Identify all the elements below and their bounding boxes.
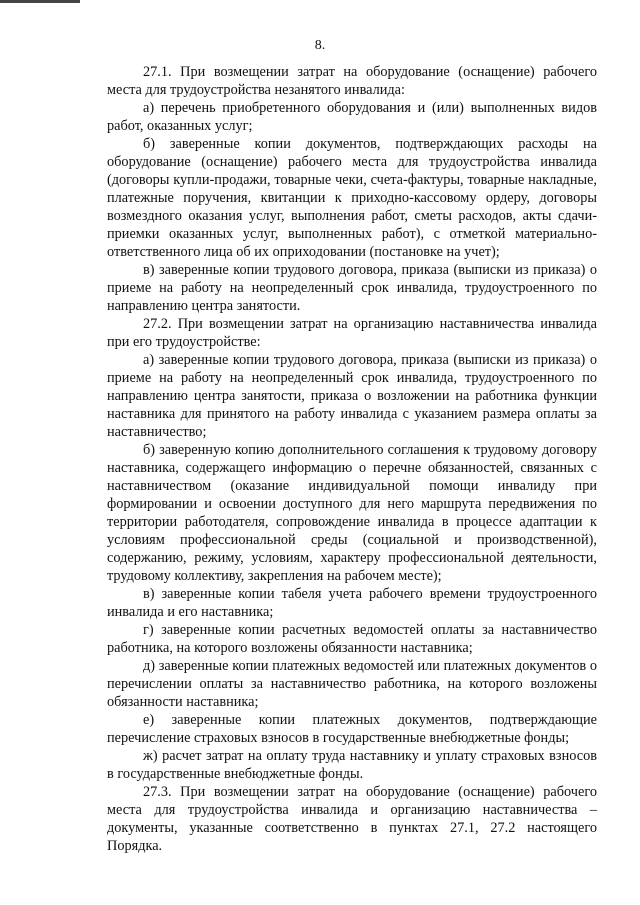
paragraph-27-2-zh: ж) расчет затрат на оплату труда наставнику и уплату страховых взносов в государственные внебюджетные фонды. [107, 748, 597, 782]
document-body [107, 63, 597, 855]
paragraph-27-2: 27.2. При возмещении затрат на организацию наставничества инвалида при его трудоустройстве: [107, 316, 597, 350]
scan-edge-mark [0, 0, 80, 3]
paragraph-27-1-b: б) заверенные копии документов, подтверждающих расходы на оборудование (оснащение) рабочего места для трудоустройства инвалида (договоры купли-продажи, товарные чеки, счета-фактуры, товарные накладные, платежные поручения, квитанции к приходно-кассовому ордеру, договоры возмездного оказания услуг, выполнения работ, сметы расходов, акты сдачи-приемки оказанных услуг, выполненных работ), с отметкой материально-ответственного лица об их оприходовании (постановке на учет); [107, 136, 597, 260]
paragraph-27-1-v: в) заверенные копии трудового договора, приказа (выписки из приказа) о приеме на работу на неопределенный срок инвалида, трудоустроенного по направлению центра занятости. [107, 262, 597, 314]
paragraph-27-1-a: а) перечень приобретенного оборудования и (или) выполненных видов работ, оказанных услуг; [107, 100, 597, 134]
paragraph-27-3: 27.3. При возмещении затрат на оборудование (оснащение) рабочего места для трудоустройства инвалида и организацию наставничества – документы, указанные соответственно в пунктах 27.1, 27.2 настоящего Порядка. [107, 784, 597, 854]
paragraph-27-2-g: г) заверенные копии расчетных ведомостей оплаты за наставничество работника, на которого возложены обязанности наставника; [107, 622, 597, 656]
paragraph-27-2-a: а) заверенные копии трудового договора, приказа (выписки из приказа) о приеме на работу на неопределенный срок инвалида, трудоустроенного по направлению центра занятости, приказа о возложении на работника функции наставника для принятого на работу инвалида с указанием размера оплаты за наставничество; [107, 352, 597, 440]
paragraph-27-2-v: в) заверенные копии табеля учета рабочего времени трудоустроенного инвалида и его наставника; [107, 586, 597, 620]
paragraph-27-1: 27.1. При возмещении затрат на оборудование (оснащение) рабочего места для трудоустройства незанятого инвалида: [107, 64, 597, 98]
paragraph-27-2-d: д) заверенные копии платежных ведомостей или платежных документов о перечислении оплаты за наставничество работника, на которого возложены обязанности наставника; [107, 658, 597, 710]
page-number: 8. [314, 38, 326, 53]
paragraph-27-2-e: е) заверенные копии платежных документов, подтверждающие перечисление страховых взносов в государственные внебюджетные фонды; [107, 712, 597, 746]
paragraph-27-2-b: б) заверенную копию дополнительного соглашения к трудовому договору наставника, содержащего информацию о перечне обязанностей, связанных с наставничеством (оказание индивидуальной помощи инвалиду при формировании и освоении доступного для него маршрута передвижения по территории работодателя, сопровождение инвалида в процессе адаптации к условиям профессиональной среды (социальной и производственной), содержанию, режиму, условиям, характеру профессиональной деятельности, трудовому коллективу, закрепления на рабочем месте); [107, 442, 597, 584]
